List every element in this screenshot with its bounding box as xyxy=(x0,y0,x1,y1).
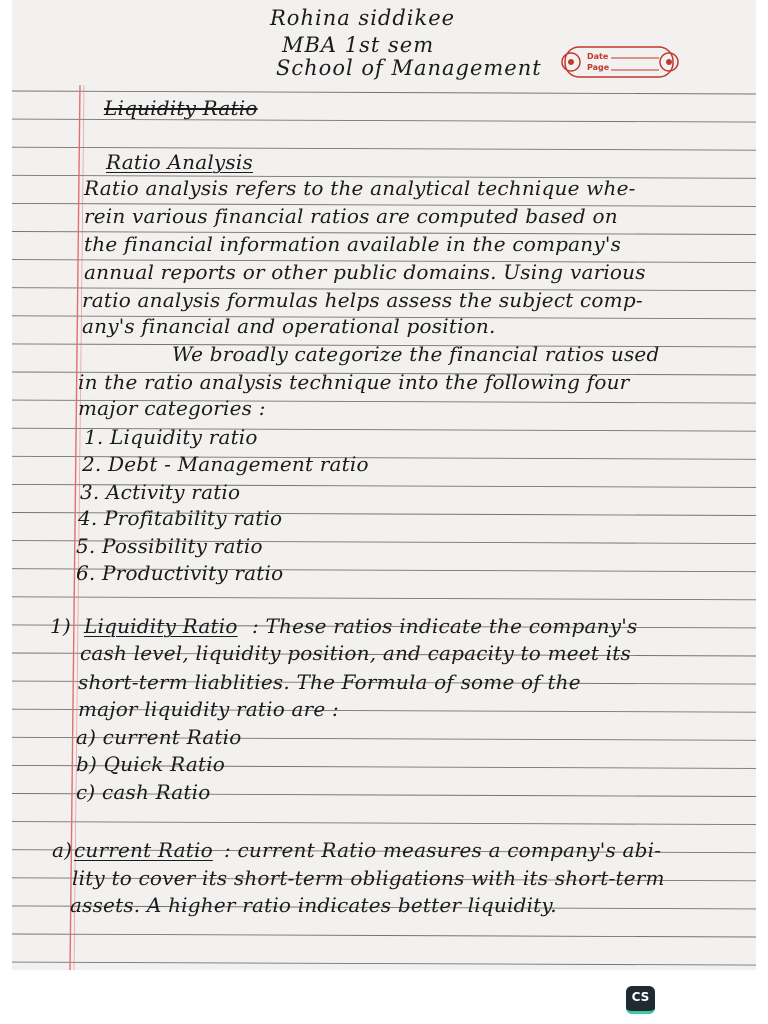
intro-line: ratio analysis formulas helps assess the subject comp- xyxy=(82,288,643,312)
liquidity-line: short-term liablities. The Formula of some of the xyxy=(78,670,581,694)
current-ratio-line: assets. A higher ratio indicates better liquidity. xyxy=(70,893,557,917)
intro-line: Ratio analysis refers to the analytical technique whe- xyxy=(84,176,636,200)
camscanner-logo-text: CS xyxy=(631,990,650,1004)
liquidity-ratio-item: c) cash Ratio xyxy=(76,780,211,804)
category-item: 4. Profitability ratio xyxy=(78,506,283,530)
liquidity-line: cash level, liquidity position, and capacity to meet its xyxy=(80,641,631,665)
current-ratio-line: : current Ratio measures a company's abi- xyxy=(224,838,662,862)
page-title: Liquidity Ratio xyxy=(104,96,258,120)
category-item: 1. Liquidity ratio xyxy=(84,425,258,449)
intro-line: annual reports or other public domains. Using various xyxy=(84,260,646,284)
intro-line: any's financial and operational position. xyxy=(82,314,496,338)
category-item: 6. Productivity ratio xyxy=(76,561,284,585)
notebook-page xyxy=(12,0,756,970)
intro-line: We broadly categorize the financial ratios used xyxy=(172,342,660,366)
category-item: 3. Activity ratio xyxy=(80,480,241,504)
liquidity-heading: Liquidity Ratio xyxy=(84,614,238,638)
school-label: School of Management xyxy=(276,56,542,80)
category-item: 2. Debt - Management ratio xyxy=(82,452,369,476)
author-name: Rohina siddikee xyxy=(270,6,456,30)
category-item: 5. Possibility ratio xyxy=(76,534,263,558)
section-heading: Ratio Analysis xyxy=(106,150,253,174)
liquidity-ratio-item: b) Quick Ratio xyxy=(76,752,226,776)
intro-line: the financial information available in the company's xyxy=(84,232,622,256)
liquidity-line: major liquidity ratio are : xyxy=(78,697,339,721)
intro-line: in the ratio analysis technique into the following four xyxy=(78,370,630,394)
current-ratio-marker: a) xyxy=(52,838,73,862)
camscanner-logo xyxy=(626,986,655,1014)
course-label: MBA 1st sem xyxy=(282,33,435,57)
stamp-date-label: Date xyxy=(587,52,609,61)
current-ratio-line: lity to cover its short-term obligations with its short-term xyxy=(72,866,665,890)
liquidity-line: : These ratios indicate the company's xyxy=(252,614,638,638)
intro-line: rein various financial ratios are computed based on xyxy=(84,204,618,228)
liquidity-ratio-item: a) current Ratio xyxy=(76,725,242,749)
current-ratio-heading: current Ratio xyxy=(74,838,213,862)
date-page-stamp xyxy=(555,43,685,81)
stamp-page-label: Page xyxy=(587,63,610,72)
intro-line: major categories : xyxy=(78,396,266,420)
liquidity-marker: 1) xyxy=(50,614,71,638)
